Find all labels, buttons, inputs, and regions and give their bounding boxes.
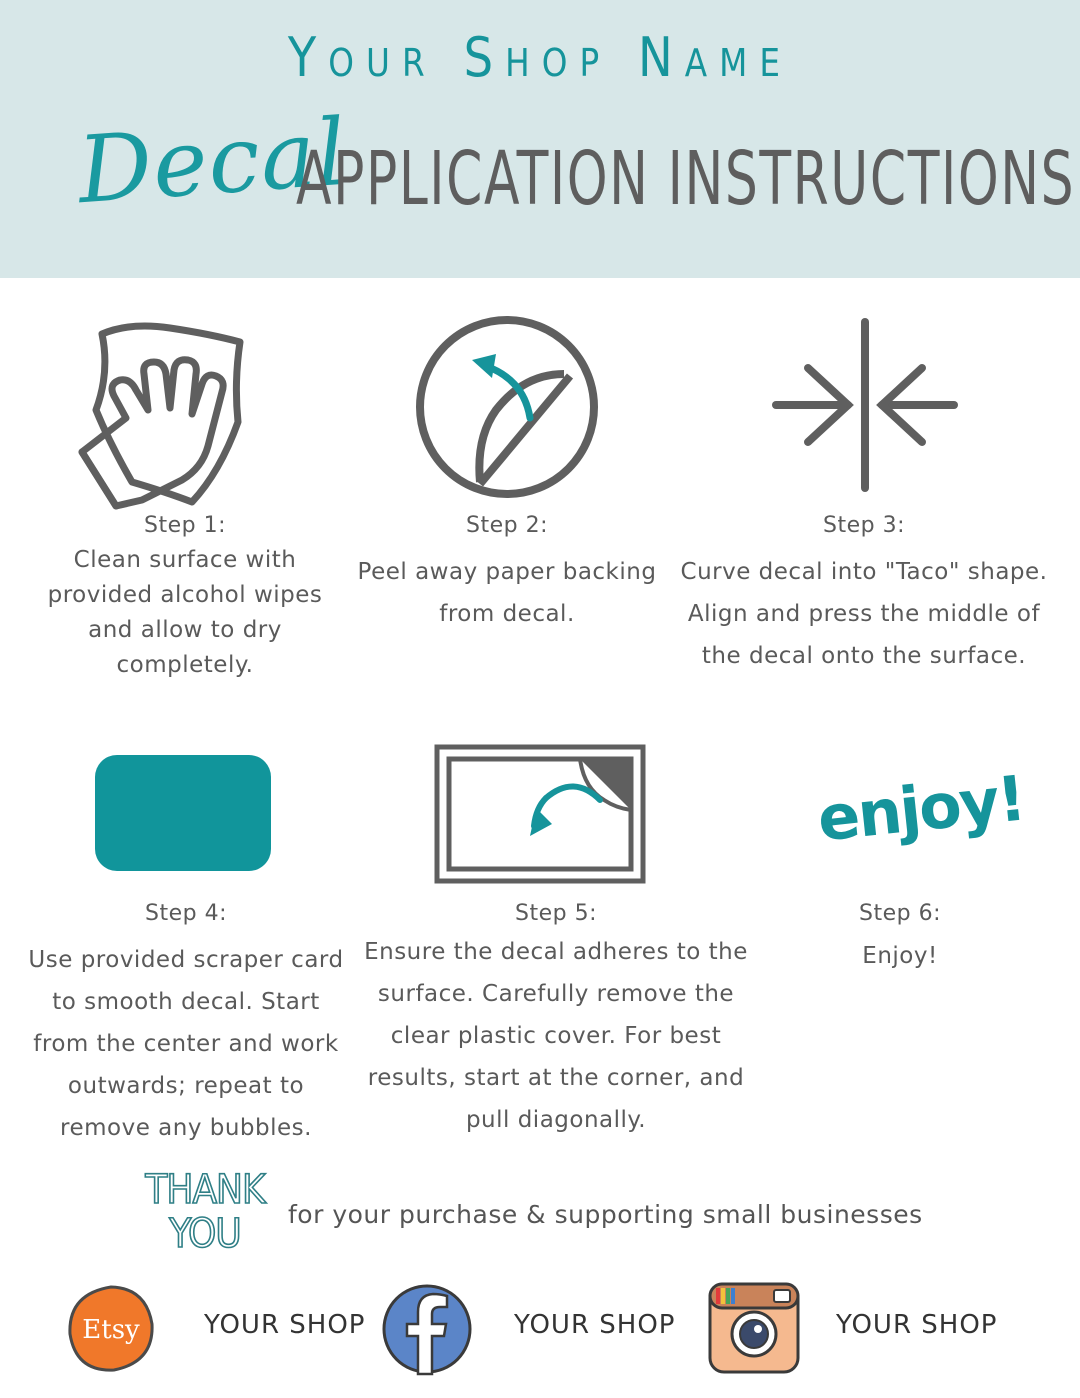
header-banner — [0, 0, 1080, 278]
thank-you-graphic: THANK YOU — [145, 1167, 265, 1257]
page-title: APPLICATION INSTRUCTIONS — [296, 136, 1076, 222]
etsy-logo-icon[interactable] — [66, 1284, 156, 1374]
step-text: Peel away paper backing from decal. — [357, 559, 657, 627]
press-middle-icon — [770, 318, 960, 492]
enjoy-graphic-text: enjoy! — [814, 761, 1028, 856]
instagram-logo-icon[interactable] — [706, 1280, 802, 1376]
step-text: Ensure the decal adheres to the surface. Carefully remove the clear plastic cover. For best results, start at the corner, and pull diagonally. — [364, 939, 748, 1133]
step-2 — [352, 508, 662, 635]
step-label: Step 2: — [466, 513, 548, 538]
facebook-shop-link[interactable]: YOUR SHOP — [514, 1310, 676, 1340]
step-label: Step 5: — [515, 901, 597, 926]
hand-wipe-icon — [70, 322, 250, 507]
title-script: Decal — [74, 98, 351, 225]
step-text: Curve decal into "Taco" shape. Align and press the middle of the decal onto the surface. — [680, 559, 1048, 669]
step-6 — [782, 896, 1018, 974]
step-text: Clean surface with provided alcohol wipes and allow to dry completely. — [47, 547, 323, 678]
instagram-shop-link[interactable]: YOUR SHOP — [836, 1310, 998, 1340]
step-text: Use provided scraper card to smooth decal. Start from the center and work outwards; repeat to remove any bubbles. — [28, 947, 344, 1141]
etsy-logo-text: Etsy — [82, 1315, 140, 1345]
step-text: Enjoy! — [862, 943, 938, 969]
peel-corner-icon — [434, 744, 646, 884]
facebook-logo-icon[interactable] — [380, 1282, 474, 1376]
etsy-shop-link[interactable]: YOUR SHOP — [204, 1310, 366, 1340]
peel-circle-icon — [414, 314, 600, 500]
step-4 — [24, 896, 348, 1149]
step-3 — [672, 508, 1056, 677]
step-5 — [354, 896, 758, 1141]
shop-name: Your Shop Name — [287, 26, 793, 89]
step-label: Step 1: — [144, 513, 226, 538]
step-1 — [30, 508, 340, 683]
enjoy-icon — [812, 760, 1028, 870]
step-label: Step 6: — [859, 901, 941, 926]
scraper-card-icon — [94, 754, 272, 872]
step-label: Step 3: — [823, 513, 905, 538]
step-label: Step 4: — [145, 901, 227, 926]
thanks-message: for your purchase & supporting small businesses — [288, 1200, 923, 1229]
